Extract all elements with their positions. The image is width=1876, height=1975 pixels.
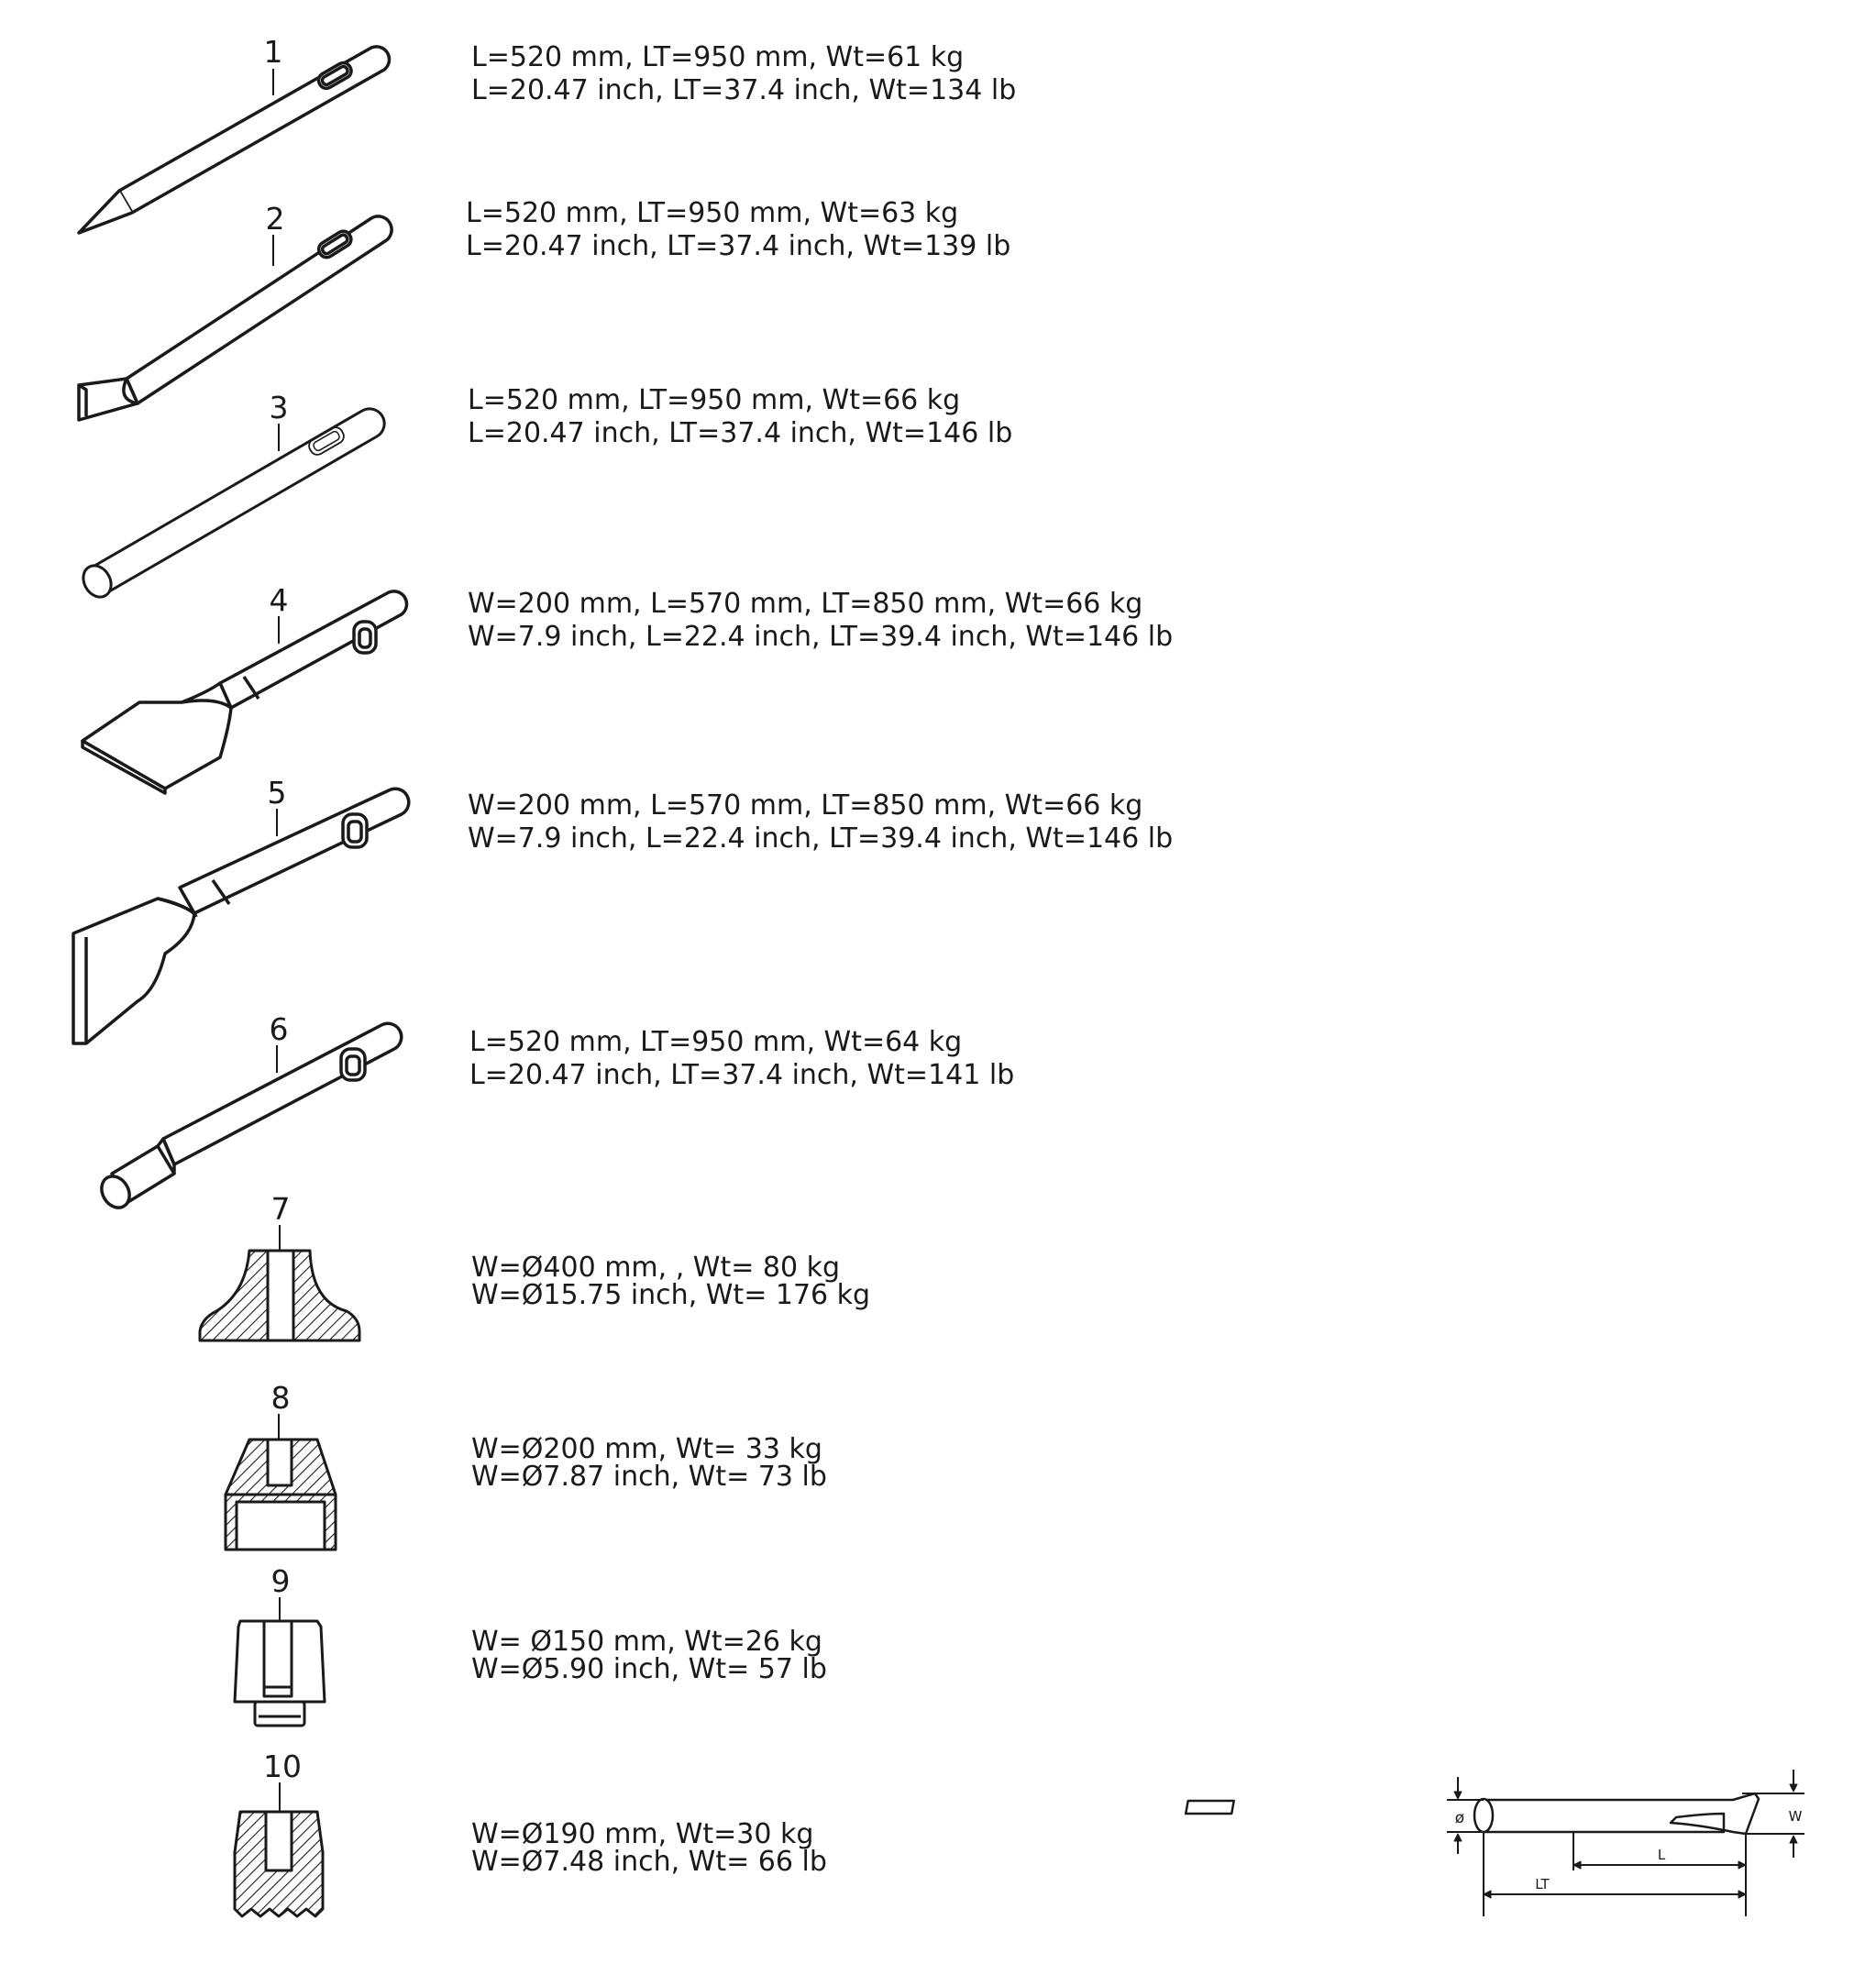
tool-5-wide-spade xyxy=(73,789,409,1043)
tool-number-8: 8 xyxy=(270,1380,291,1416)
tool-2-spec-imperial: L=20.47 inch, LT=37.4 inch, Wt=139 lb xyxy=(466,230,1011,262)
tool-1-spec-imperial: L=20.47 inch, LT=37.4 inch, Wt=134 lb xyxy=(471,74,1017,106)
tool-number-10: 10 xyxy=(263,1749,302,1784)
tool-1-moil-point xyxy=(79,47,390,233)
tool-4-spade-chisel xyxy=(83,591,407,793)
tool-10-spec-metric: W=Ø190 mm, Wt=30 kg xyxy=(471,1818,814,1850)
tool-3-spec-imperial: L=20.47 inch, LT=37.4 inch, Wt=146 lb xyxy=(468,417,1013,449)
tool-7-spec-imperial: W=Ø15.75 inch, Wt= 176 kg xyxy=(471,1279,871,1311)
tool-5-spec-metric: W=200 mm, L=570 mm, LT=850 mm, Wt=66 kg xyxy=(468,789,1143,822)
tool-4-spec-metric: W=200 mm, L=570 mm, LT=850 mm, Wt=66 kg xyxy=(468,588,1143,620)
dimension-legend xyxy=(1186,1770,1804,1916)
tool-7-compaction-plate xyxy=(200,1251,359,1341)
tool-number-3: 3 xyxy=(269,390,289,425)
tool-2-spec-metric: L=520 mm, LT=950 mm, Wt=63 kg xyxy=(466,197,959,229)
tool-9-tamping-head xyxy=(235,1621,325,1726)
tool-9-spec-imperial: W=Ø5.90 inch, Wt= 57 lb xyxy=(471,1653,827,1685)
tool-number-2: 2 xyxy=(265,201,285,237)
tool-9-spec-metric: W= Ø150 mm, Wt=26 kg xyxy=(471,1626,822,1658)
tool-number-9: 9 xyxy=(270,1563,291,1599)
tool-number-6: 6 xyxy=(269,1011,289,1047)
tool-8-spec-imperial: W=Ø7.87 inch, Wt= 73 lb xyxy=(471,1461,827,1493)
tool-number-5: 5 xyxy=(267,775,287,811)
tool-6-spec-metric: L=520 mm, LT=950 mm, Wt=64 kg xyxy=(469,1026,963,1058)
tool-number-1: 1 xyxy=(263,34,283,70)
tool-6-spec-imperial: L=20.47 inch, LT=37.4 inch, Wt=141 lb xyxy=(469,1059,1015,1091)
tool-6-blunt-collar xyxy=(96,1023,402,1212)
tool-8-spec-metric: W=Ø200 mm, Wt= 33 kg xyxy=(471,1433,822,1465)
tool-8-rammer-head xyxy=(226,1440,336,1550)
tool-3-spec-metric: L=520 mm, LT=950 mm, Wt=66 kg xyxy=(468,384,961,416)
tool-3-blunt xyxy=(78,409,384,602)
tool-5-spec-imperial: W=7.9 inch, L=22.4 inch, LT=39.4 inch, Wt=146 lb xyxy=(468,822,1174,855)
legend-width-label: W xyxy=(1788,1808,1803,1825)
legend-length-label: L xyxy=(1657,1847,1666,1863)
tool-10-spec-imperial: W=Ø7.48 inch, Wt= 66 lb xyxy=(471,1846,827,1878)
legend-diameter-label: ø xyxy=(1454,1809,1465,1827)
tool-7-spec-metric: W=Ø400 mm, , Wt= 80 kg xyxy=(471,1252,841,1284)
tool-1-spec-metric: L=520 mm, LT=950 mm, Wt=61 kg xyxy=(471,41,965,73)
tool-10-serrated-rammer xyxy=(235,1812,323,1916)
tool-number-4: 4 xyxy=(269,582,289,618)
tool-4-spec-imperial: W=7.9 inch, L=22.4 inch, LT=39.4 inch, Wt=146 lb xyxy=(468,621,1174,653)
tool-2-chisel xyxy=(79,216,392,420)
tool-number-7: 7 xyxy=(270,1191,291,1227)
legend-total-length-label: LT xyxy=(1535,1876,1550,1892)
